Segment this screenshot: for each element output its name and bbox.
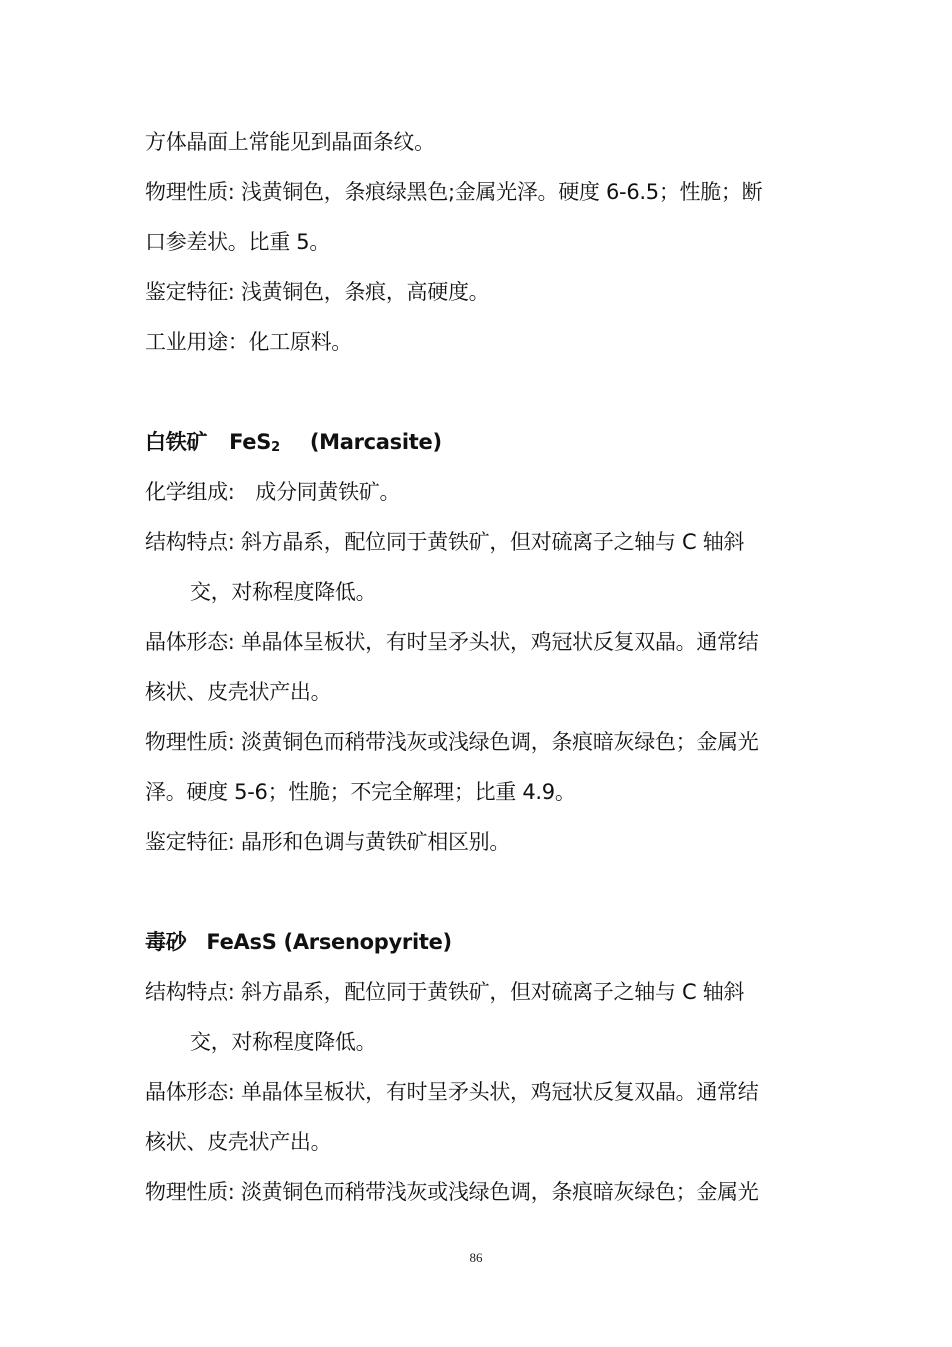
mineral-english-name: (Arsenopyrite) <box>283 930 452 954</box>
paragraph-line: 核状、皮壳状产出。 <box>145 1130 332 1154</box>
paragraph-line: 方体晶面上常能见到晶面条纹。 <box>145 130 435 154</box>
mineral-english-name: (Marcasite) <box>309 430 442 454</box>
section-heading-arsenopyrite <box>145 927 452 957</box>
paragraph-line: 物理性质: 淡黄铜色而稍带浅灰或浅绿色调，条痕暗灰绿色；金属光 <box>145 1180 759 1204</box>
paragraph-line: 鉴定特征: 晶形和色调与黄铁矿相区别。 <box>145 830 511 854</box>
paragraph-line: 结构特点: 斜方晶系，配位同于黄铁矿，但对硫离子之轴与 C 轴斜 <box>145 530 745 554</box>
paragraph-line: 晶体形态: 单晶体呈板状，有时呈矛头状，鸡冠状反复双晶。通常结 <box>145 1080 759 1104</box>
paragraph-line: 泽。硬度 5-6；性脆；不完全解理；比重 4.9。 <box>145 780 576 804</box>
paragraph-line: 口参差状。比重 5。 <box>145 230 331 254</box>
page-number: 86 <box>469 1250 483 1265</box>
paragraph-line: 核状、皮壳状产出。 <box>145 680 332 704</box>
paragraph-line: 鉴定特征: 浅黄铜色，条痕，高硬度。 <box>145 280 490 304</box>
section-heading-marcasite <box>145 427 442 457</box>
paragraph-line: 物理性质: 浅黄铜色，条痕绿黑色;金属光泽。硬度 6-6.5；性脆；断 <box>145 180 763 204</box>
mineral-formula: FeAsS <box>206 930 277 954</box>
paragraph-line: 交，对称程度降低。 <box>190 580 377 604</box>
mineral-name: 白铁矿 <box>145 430 208 454</box>
mineral-name: 毒砂 <box>145 930 187 954</box>
paragraph-line: 交，对称程度降低。 <box>190 1030 377 1054</box>
mineral-formula: FeS$_2$ <box>229 430 280 455</box>
paragraph-line: 结构特点: 斜方晶系，配位同于黄铁矿，但对硫离子之轴与 C 轴斜 <box>145 980 745 1004</box>
paragraph-line: 工业用途：化工原料。 <box>145 330 352 354</box>
paragraph-line: 化学组成: 成分同黄铁矿。 <box>145 480 401 504</box>
paragraph-line: 晶体形态: 单晶体呈板状，有时呈矛头状，鸡冠状反复双晶。通常结 <box>145 630 759 654</box>
paragraph-line: 物理性质: 淡黄铜色而稍带浅灰或浅绿色调，条痕暗灰绿色；金属光 <box>145 730 759 754</box>
